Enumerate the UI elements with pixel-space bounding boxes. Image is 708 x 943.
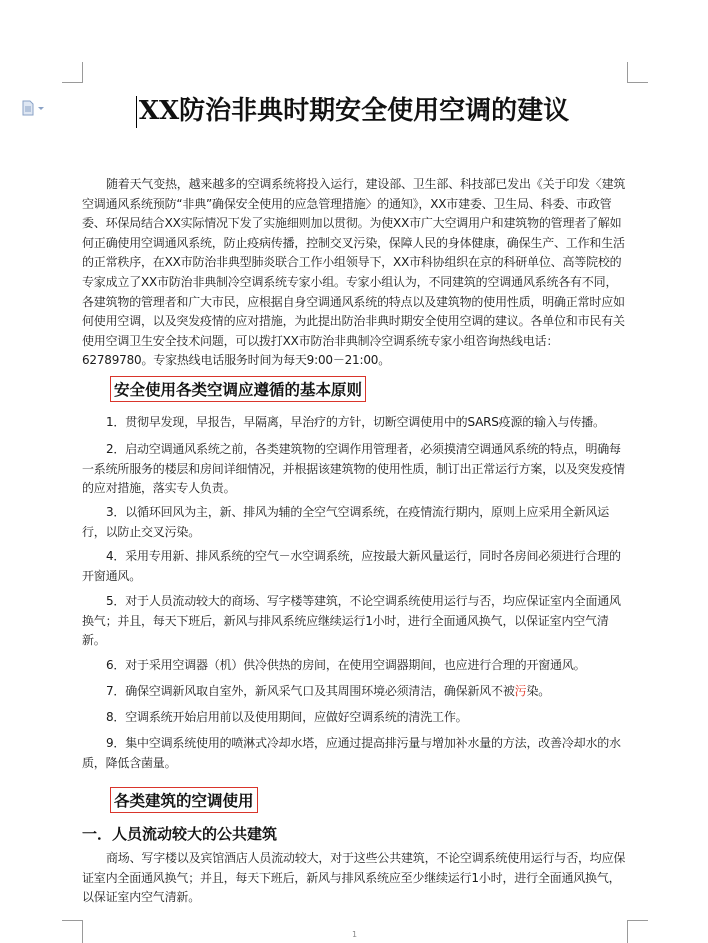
principle-item-8[interactable]: 8．空调系统开始启用前以及使用期间，应做好空调系统的清洗工作。 [106, 710, 468, 724]
principle-item-6[interactable]: 6．对于采用空调器（机）供冷供热的房间，在使用空调器期间，也应进行合理的开窗通风。 [106, 658, 586, 672]
principle-item-7-tail: 染。 [526, 684, 551, 698]
principle-item-9[interactable]: 9．集中空调系统使用的喷淋式冷却水塔，应通过提高排污量与增加补水量的方法，改善冷却水的水质，降低含菌量。 [82, 736, 621, 770]
crop-mark-top-right [627, 62, 648, 83]
principle-item-1[interactable]: 1．贯彻早发现，早报告，早隔离，早治疗的方针，切断空调使用中的SARS疫源的输入与传播。 [106, 415, 605, 429]
crop-mark-bottom-left [62, 920, 83, 943]
principle-item-7[interactable] [82, 682, 628, 702]
principle-item-5[interactable]: 5．对于人员流动较大的商场、写字楼等建筑，不论空调系统使用运行与否，均应保证室内全面通风换气；并且，每天下班后，新风与排风系统应继续运行1小时，进行全面通风换气，以保证室内空气清新。 [82, 594, 621, 648]
principle-item-7-text: 7．确保空调新风取自室外，新风采气口及其周围环境必须清洁，确保新风不被 [106, 684, 515, 698]
crop-mark-top-left [62, 62, 83, 83]
intro-paragraph[interactable]: 随着天气变热，越来越多的空调系统将投入运行，建设部、卫生部、科技部已发出《关于印发〈建筑空调通风系统预防“非典”确保安全使用的应急管理措施〉的通知》，XX市建委、卫生局、科委、市政管委、环保局结合XX实际情况下发了实施细则加以贯彻。为使XX市广大空调用户和建筑物的管理者了解如何正确使用空调通风系统，防止疫病传播，控制交叉污染，保障人民的身体健康，确保生产、工作和生活的正常秩序，在XX市防治非典型肺炎联合工作小组领导下，XX市科协组织在京的科研单位、高等院校的专家成立了XX市防治非典制冷空调系统专家小组。专家小组认为，不同建筑的空调通风系统各有不同，各建筑物的管理者和广大市民，应根据自身空调通风系统的特点以及建筑物的使用性质，明确正常时应如何使用空调，以及突发疫情的应对措施，为此提出防治非典时期安全使用空调的建议。各单位和市民有关使用空调卫生安全技术问题，可以拨打XX市防治非典制冷空调系统专家小组咨询热线电话：62789780。专家热线电话服务时间为每天9:00－21:00。 [82, 177, 626, 368]
page-number: 1 [352, 930, 358, 939]
crop-mark-bottom-right [627, 920, 648, 943]
section-heading-building-types[interactable]: 各类建筑的空调使用 [110, 787, 258, 813]
section-heading-principles[interactable]: 安全使用各类空调应遵循的基本原则 [110, 376, 366, 402]
principle-item-4[interactable]: 4．采用专用新、排风系统的空气－水空调系统，应按最大新风量运行，同时各房间必须进行合理的开窗通风。 [82, 549, 621, 583]
public-buildings-paragraph[interactable]: 商场、写字楼以及宾馆酒店人员流动较大，对于这些公共建筑，不论空调系统使用运行与否，均应保证室内全面通风换气；并且，每天下班后，新风与排风系统应至少继续运行1小时，进行全面通风换气，以保证室内空气清新。 [82, 851, 626, 905]
highlighted-word: 污 [514, 684, 527, 698]
subsection-heading-public-buildings[interactable]: 一．人员流动较大的公共建筑 [82, 825, 278, 843]
principle-item-2[interactable]: 2．启动空调通风系统之前，各类建筑物的空调作用管理者，必须摸清空调通风系统的特点，明确每一系统所服务的楼层和房间详细情况，并根据该建筑物的使用性质，制订出正常运行方案，以及突发疫情的应对措施，落实专人负责。 [82, 442, 625, 496]
document-title[interactable]: XX防治非典时期安全使用空调的建议 [138, 96, 570, 126]
principle-item-3[interactable]: 3．以循环回风为主，新、排风为辅的全空气空调系统，在疫情流行期内，原则上应采用全新风运行，以防止交叉污染。 [82, 505, 610, 539]
